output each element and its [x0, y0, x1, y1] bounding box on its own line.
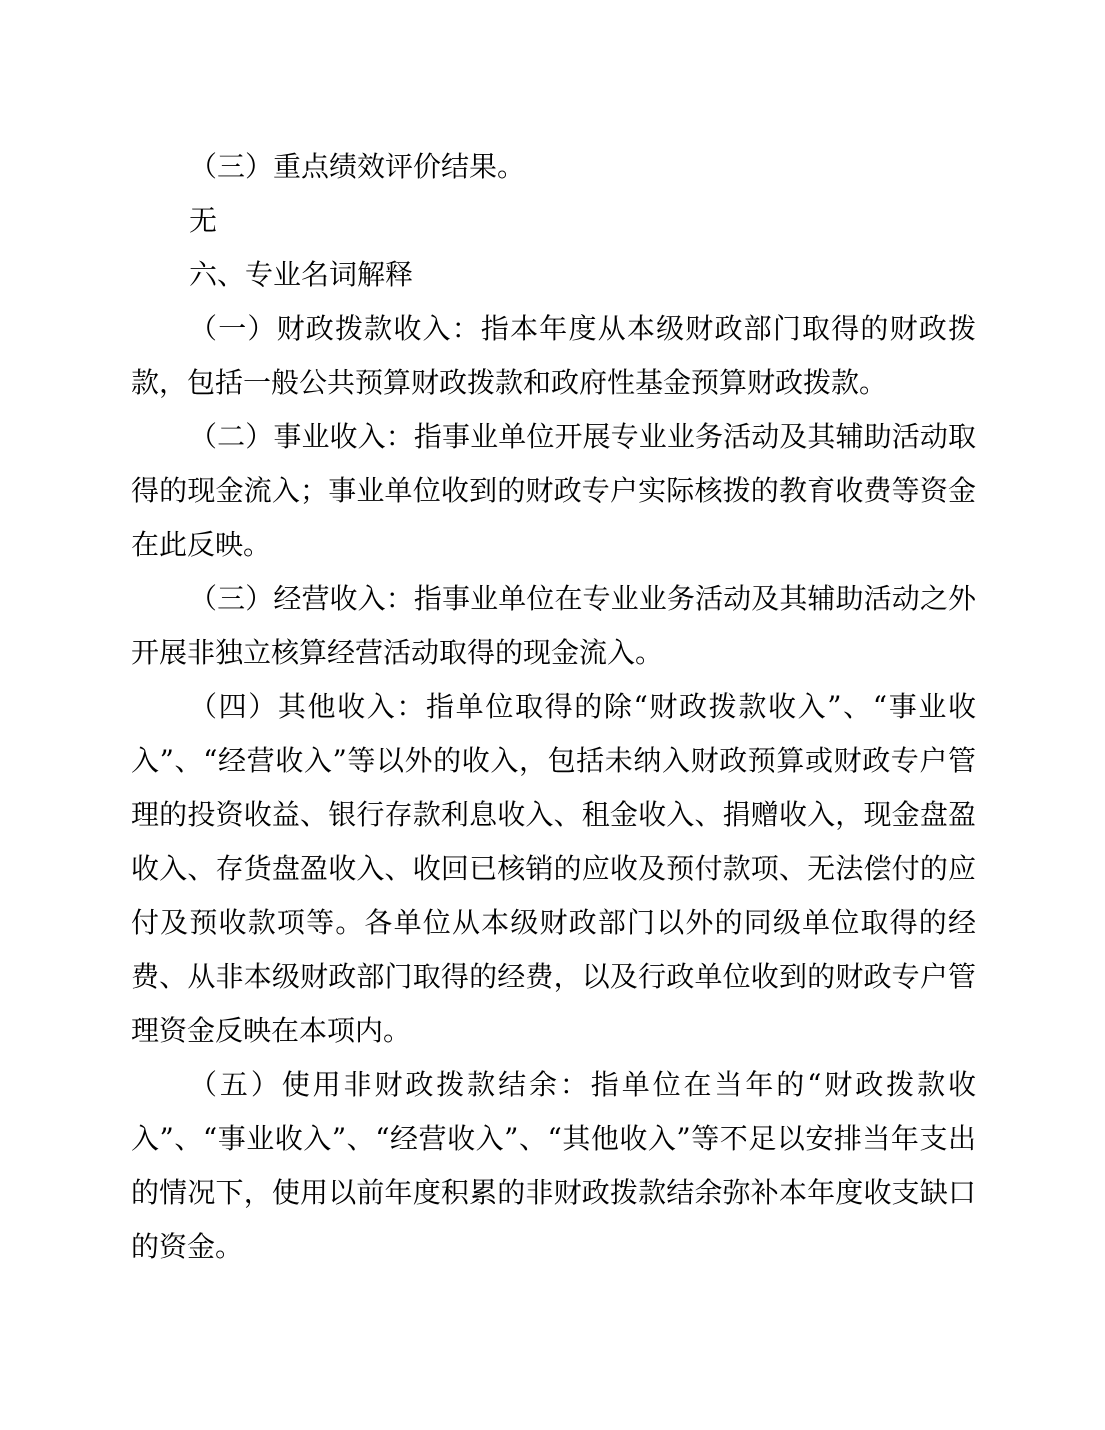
- document-body: [131, 140, 976, 1274]
- section-3-content: 无: [189, 204, 218, 237]
- term-business-income: （二）事业收入：指事业单位开展专业业务活动及其辅助活动取得的现金流入；事业单位收到的财政专户实际核拨的教育收费等资金在此反映。: [131, 420, 976, 561]
- section-heading-terms: 六、专业名词解释: [189, 258, 414, 291]
- term-non-fiscal-balance-usage: （五）使用非财政拨款结余：指单位在当年的“财政拨款收入”、“事业收入”、“经营收入”、“其他收入”等不足以安排当年支出的情况下，使用以前年度积累的非财政拨款结余弥补本年度收支缺口的资金。: [131, 1068, 976, 1263]
- term-other-income: （四）其他收入：指单位取得的除“财政拨款收入”、“事业收入”、“经营收入”等以外的收入，包括未纳入财政预算或财政专户管理的投资收益、银行存款利息收入、租金收入、捐赠收入，现金盘盈收入、存货盘盈收入、收回已核销的应收及预付款项、无法偿付的应付及预收款项等。各单位从本级财政部门以外的同级单位取得的经费、从非本级财政部门取得的经费，以及行政单位收到的财政专户管理资金反映在本项内。: [131, 690, 976, 1047]
- term-fiscal-appropriation-income: （一）财政拨款收入：指本年度从本级财政部门取得的财政拨款，包括一般公共预算财政拨款和政府性基金预算财政拨款。: [131, 312, 976, 399]
- section-3-title: （三）重点绩效评价结果。: [189, 150, 526, 183]
- term-operating-income: （三）经营收入：指事业单位在专业业务活动及其辅助活动之外开展非独立核算经营活动取得的现金流入。: [131, 582, 976, 669]
